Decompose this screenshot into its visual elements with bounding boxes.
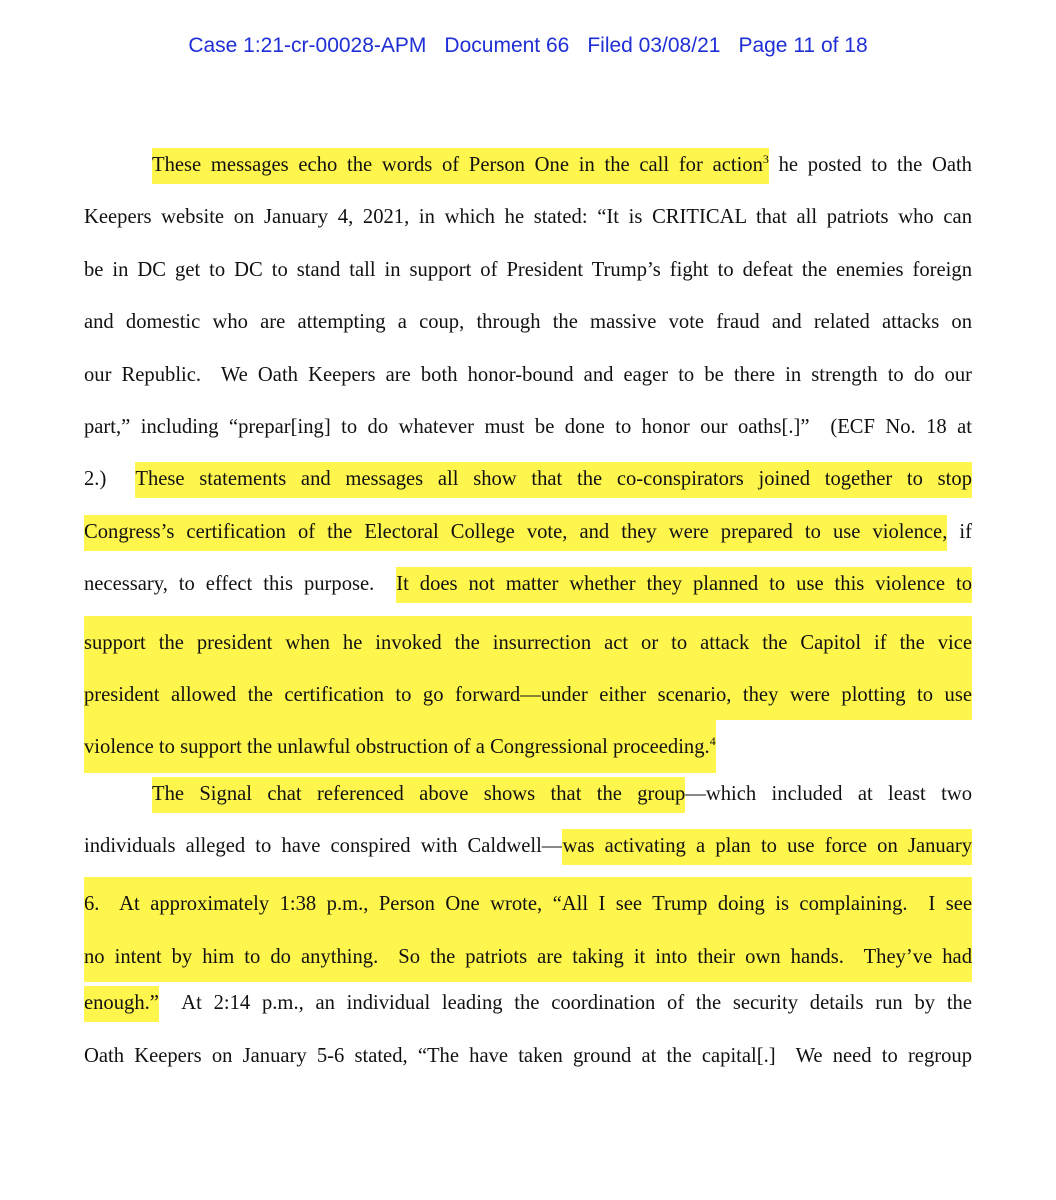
filed-date: Filed 03/08/21	[587, 34, 721, 57]
text-line-2: Keepers website on January 4, 2021, in which he stated: “It is CRITICAL that all patriots who can	[84, 206, 972, 229]
document-body	[84, 144, 972, 1087]
text-line-5: our Republic. We Oath Keepers are both honor-bound and eager to be there in strength to do our	[84, 363, 972, 386]
text-line-7: 2.) These statements and messages all show that the co-conspirators joined together to stop	[84, 458, 972, 510]
highlight: enough.”	[84, 986, 159, 1022]
highlight: These messages echo the words of Person One in the call for action$^3$	[152, 148, 769, 184]
text-line-16	[84, 930, 972, 982]
page-number: Page 11 of 18	[738, 34, 868, 57]
highlight: support the president when he invoked the insurrection act or to attack the Capitol if the vice	[84, 616, 972, 668]
highlight: The Signal chat referenced above shows that the group	[152, 777, 685, 813]
text-line-11	[84, 668, 972, 720]
highlight: 6. At approximately 1:38 p.m., Person One wrote, “All I see Trump doing is complaining. I see	[84, 877, 972, 929]
text-line-12	[84, 720, 972, 772]
footnote-ref-3: 3	[762, 152, 769, 166]
text-line-8: Congress’s certification of the Electoral College vote, and they were prepared to use violence, if	[84, 511, 972, 563]
case-header	[0, 34, 1056, 58]
document-number: Document 66	[444, 34, 570, 57]
text-line-18: Oath Keepers on January 5-6 stated, “The have taken ground at the capital[.] We need to regroup	[84, 1044, 972, 1067]
footnote-ref-4: 4	[709, 734, 716, 749]
text-line-6: part,” including “prepar[ing] to do whatever must be done to honor our oaths[.]” (ECF No. 18 at	[84, 415, 972, 438]
text-line-4: and domestic who are attempting a coup, through the massive vote fraud and related attacks on	[84, 311, 972, 334]
highlight: was activating a plan to use force on January	[562, 829, 972, 865]
text-line-17: enough.” At 2:14 p.m., an individual leading the coordination of the security details run by the	[84, 982, 972, 1034]
highlight: no intent by him to do anything. So the patriots are taking it into their own hands. They’ve had	[84, 930, 972, 982]
highlight: Congress’s certification of the Electoral College vote, and they were prepared to use violence,	[84, 515, 947, 551]
text-line-15	[84, 877, 972, 929]
highlight: These statements and messages all show that the co-conspirators joined together to stop	[135, 462, 972, 498]
text-line-13: The Signal chat referenced above shows that the group—which included at least two	[84, 773, 972, 825]
highlight: It does not matter whether they planned to use this violence to	[396, 567, 972, 603]
highlight: violence to support the unlawful obstruction of a Congressional proceeding.$^4$	[84, 720, 716, 772]
text-line-9: necessary, to effect this purpose. It does not matter whether they planned to use this violence to	[84, 563, 972, 615]
text-line-10	[84, 616, 972, 668]
highlight: president allowed the certification to go forward—under either scenario, they were plotting to use	[84, 668, 972, 720]
text-line-3: be in DC get to DC to stand tall in support of President Trump’s fight to defeat the enemies foreign	[84, 258, 972, 281]
text-line-14: individuals alleged to have conspired with Caldwell—was activating a plan to use force on January	[84, 825, 972, 877]
text-line-1: These messages echo the words of Person One in the call for action$^3$ he posted to the Oath	[84, 144, 972, 196]
case-number: Case 1:21-cr-00028-APM	[188, 34, 427, 57]
